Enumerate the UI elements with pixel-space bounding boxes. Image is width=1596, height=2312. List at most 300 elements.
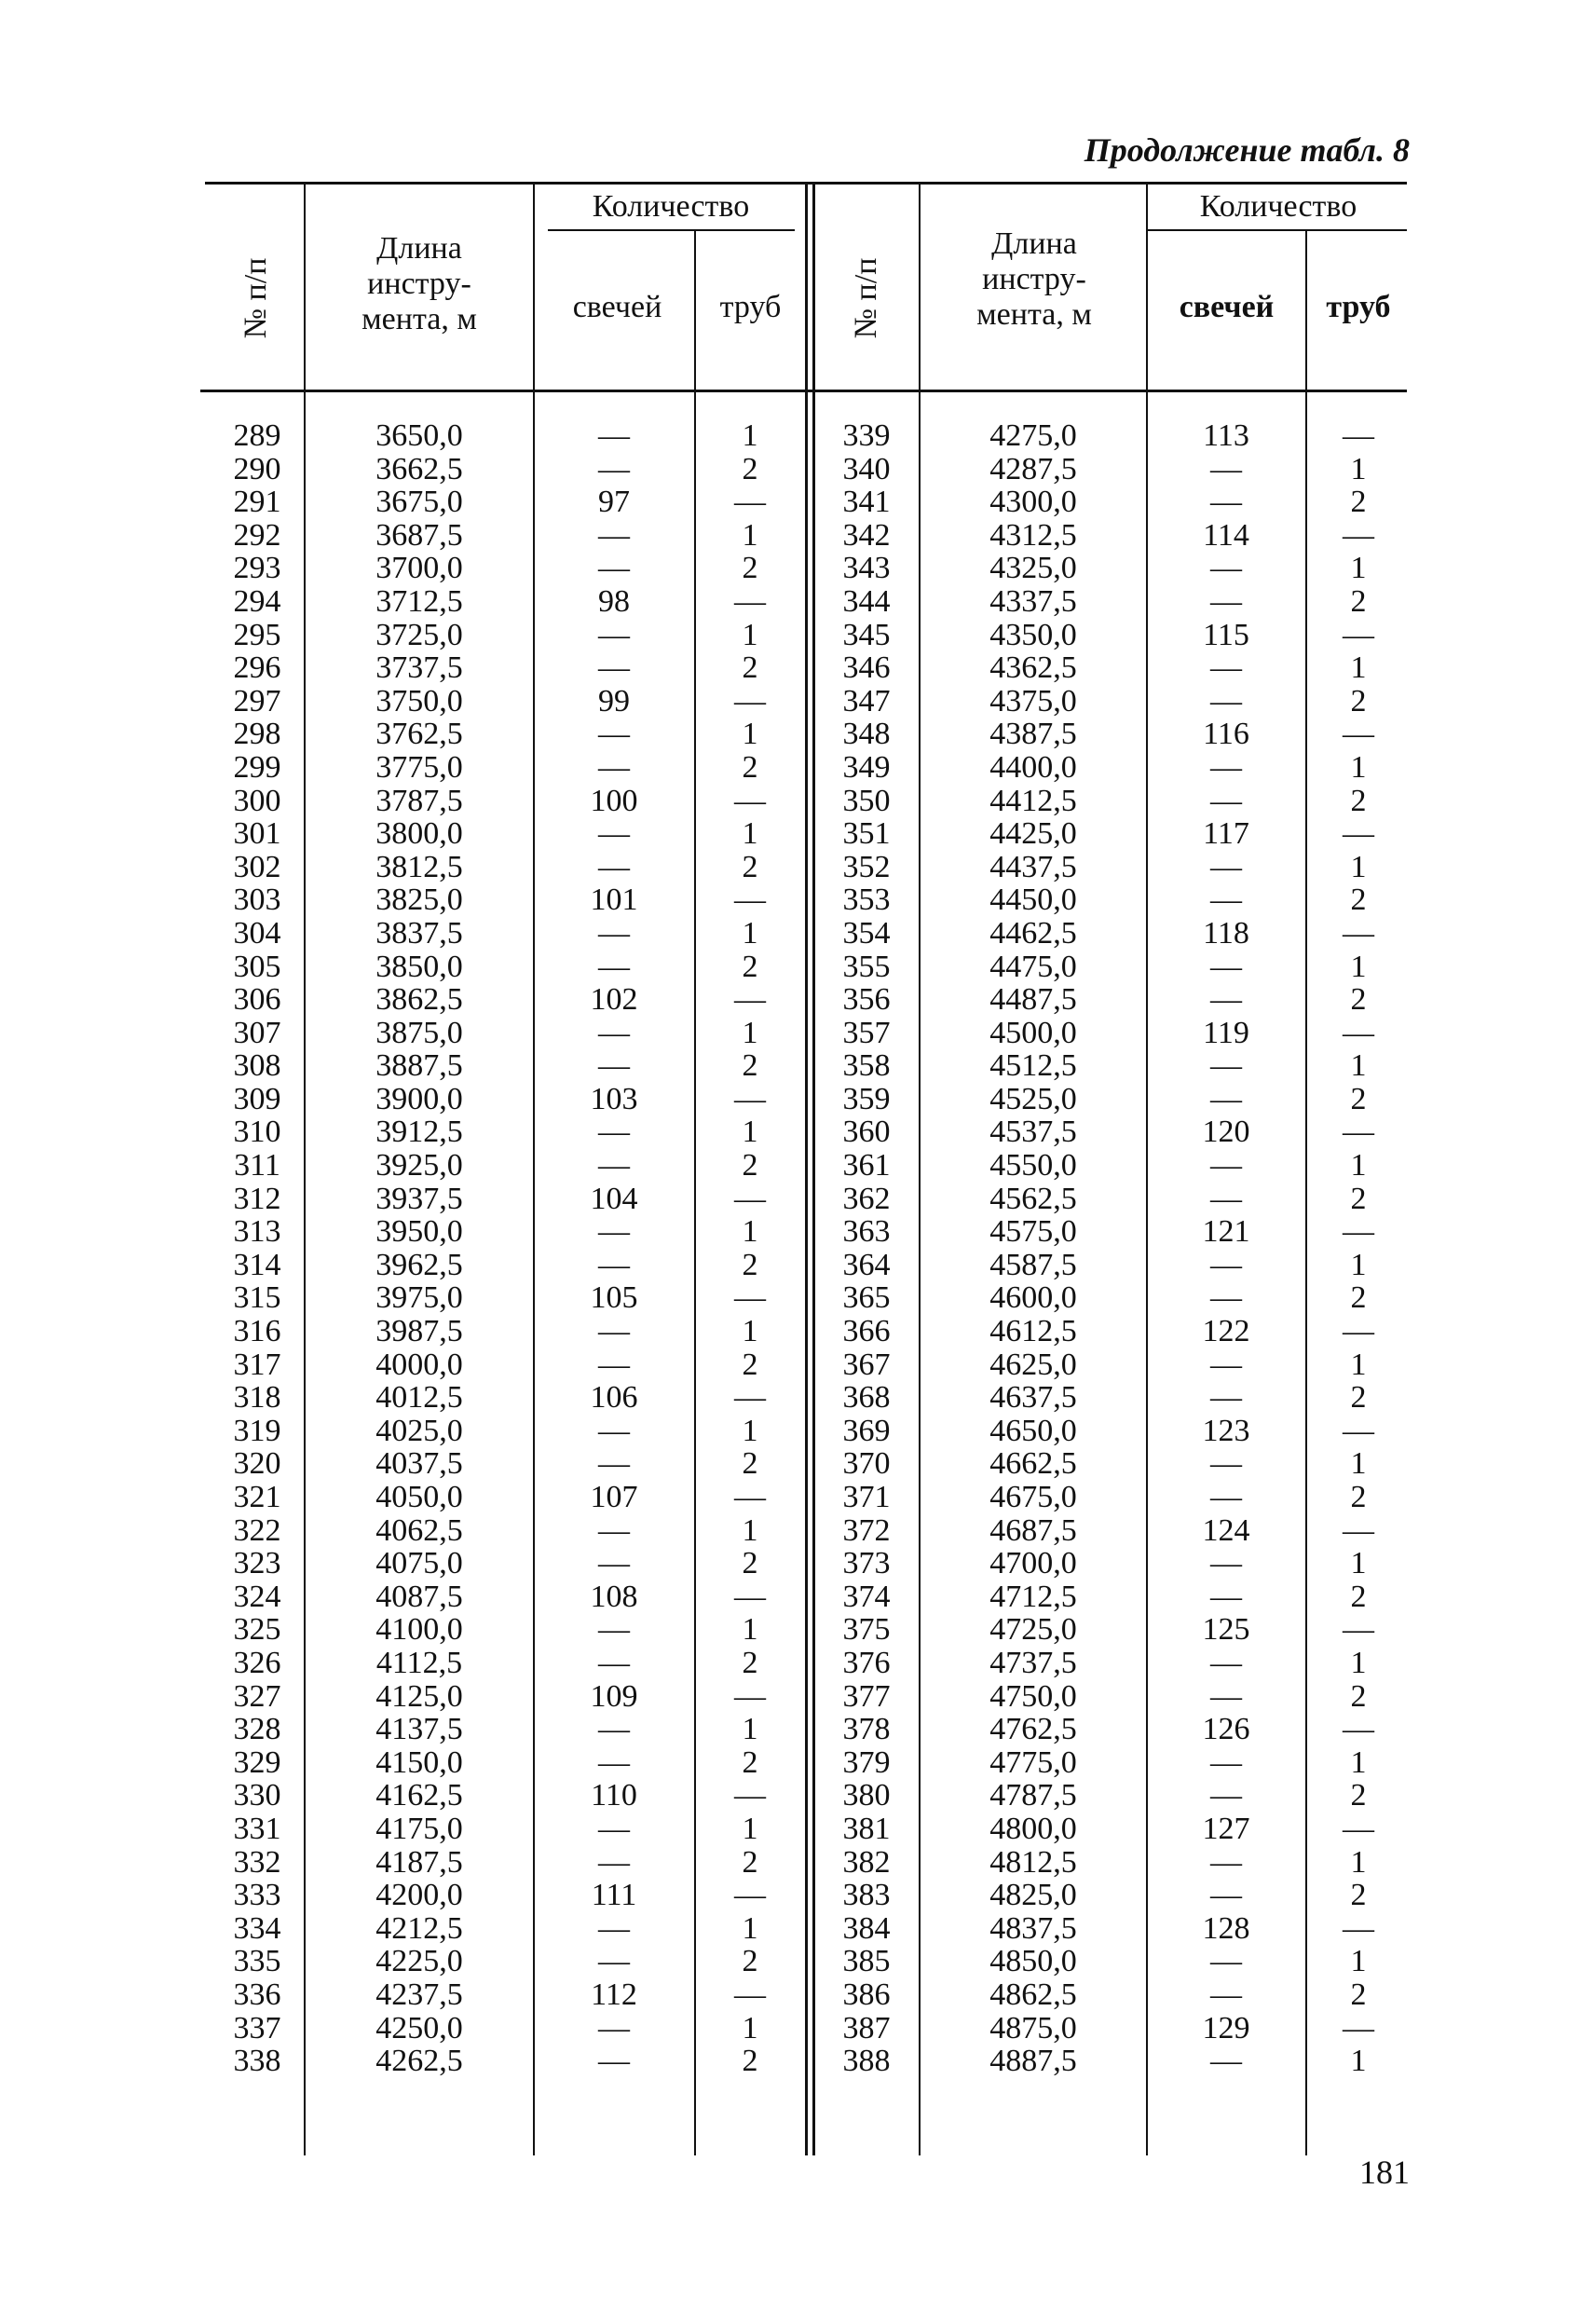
cell-right-candles: — xyxy=(1210,1480,1242,1514)
cell-right-length: 4362,5 xyxy=(989,650,1077,686)
cell-left-candles: — xyxy=(598,1744,630,1780)
cell-left-num: 332 xyxy=(233,1844,281,1880)
cell-right-num: 380 xyxy=(842,1778,891,1813)
cell-left-num: 304 xyxy=(233,915,281,951)
cell-left-pipes: 2 xyxy=(742,2044,758,2079)
cell-left-num: 308 xyxy=(233,1048,281,1084)
cell-right-candles: — xyxy=(1210,650,1242,686)
rule-after-length-right xyxy=(1146,185,1148,2155)
column-candles-left xyxy=(536,419,692,2078)
cell-left-num: 314 xyxy=(233,1247,281,1282)
cell-left-num: 326 xyxy=(233,1645,281,1680)
cell-left-pipes: — xyxy=(734,1380,766,1416)
cell-right-pipes: 1 xyxy=(1350,1546,1367,1581)
cell-right-num: 346 xyxy=(842,650,891,686)
cell-left-candles: 97 xyxy=(598,485,630,520)
cell-right-length: 4625,0 xyxy=(989,1347,1077,1382)
cell-right-num: 374 xyxy=(842,1579,891,1614)
column-pipes-right xyxy=(1308,419,1409,2078)
cell-right-pipes: — xyxy=(1343,1910,1374,1946)
cell-left-pipes: — xyxy=(734,982,766,1018)
cell-right-num: 339 xyxy=(842,418,891,453)
cell-right-pipes: 1 xyxy=(1350,1844,1367,1880)
cell-right-pipes: — xyxy=(1343,517,1374,553)
cell-right-candles: 119 xyxy=(1203,1015,1249,1050)
cell-left-length: 4175,0 xyxy=(375,1811,463,1846)
cell-right-pipes: 2 xyxy=(1350,1878,1367,1913)
cell-left-length: 4000,0 xyxy=(375,1347,463,1382)
cell-right-length: 4437,5 xyxy=(989,849,1077,884)
cell-right-candles: 121 xyxy=(1202,1214,1250,1250)
cell-left-candles: — xyxy=(598,617,630,652)
cell-left-candles: 111 xyxy=(591,1878,637,1913)
cell-right-num: 378 xyxy=(842,1712,891,1747)
cell-right-length: 4737,5 xyxy=(989,1645,1077,1680)
cell-right-length: 4487,5 xyxy=(989,982,1077,1018)
cell-left-num: 305 xyxy=(233,949,281,984)
header-num-left: № п/п xyxy=(239,257,273,339)
cell-right-pipes: 1 xyxy=(1350,1148,1367,1183)
rule-after-candles-left xyxy=(694,231,696,2155)
cell-right-num: 354 xyxy=(842,915,891,951)
cell-left-length: 3862,5 xyxy=(375,982,463,1018)
cell-right-candles: — xyxy=(1210,1048,1242,1084)
cell-right-num: 376 xyxy=(842,1645,891,1680)
cell-right-pipes: — xyxy=(1343,816,1374,852)
cell-right-pipes: 2 xyxy=(1350,683,1367,718)
cell-left-pipes: — xyxy=(734,1977,766,2012)
cell-right-length: 4337,5 xyxy=(989,583,1077,619)
cell-left-num: 324 xyxy=(233,1579,281,1614)
cell-right-length: 4600,0 xyxy=(989,1280,1077,1316)
cell-left-pipes: 2 xyxy=(742,1944,758,1979)
cell-left-length: 3925,0 xyxy=(375,1148,463,1183)
cell-right-candles: 124 xyxy=(1202,1512,1250,1548)
cell-right-candles: 125 xyxy=(1202,1612,1250,1648)
cell-right-length: 4637,5 xyxy=(989,1380,1077,1416)
cell-right-num: 359 xyxy=(842,1081,891,1116)
cell-right-num: 384 xyxy=(842,1910,891,1946)
column-num-left xyxy=(212,419,302,2078)
header-bottom-rule xyxy=(200,390,1407,392)
cell-left-pipes: 2 xyxy=(742,1446,758,1482)
cell-right-length: 4550,0 xyxy=(989,1148,1077,1183)
cell-left-length: 4125,0 xyxy=(375,1678,463,1714)
cell-left-length: 4112,5 xyxy=(375,1645,463,1680)
header-quantity-left: Количество xyxy=(592,189,750,224)
cell-left-length: 4100,0 xyxy=(375,1612,463,1648)
cell-right-pipes: 1 xyxy=(1350,2044,1367,2079)
cell-right-candles: — xyxy=(1210,1878,1242,1913)
cell-left-length: 4150,0 xyxy=(375,1744,463,1780)
cell-left-pipes: 1 xyxy=(742,617,758,652)
cell-right-num: 350 xyxy=(842,783,891,818)
cell-right-length: 4800,0 xyxy=(989,1811,1077,1846)
cell-left-length: 3950,0 xyxy=(375,1214,463,1250)
cell-right-pipes: 2 xyxy=(1350,1181,1367,1216)
cell-left-pipes: — xyxy=(734,1081,766,1116)
cell-left-candles: — xyxy=(598,1048,630,1084)
cell-left-num: 330 xyxy=(233,1778,281,1813)
cell-right-num: 365 xyxy=(842,1280,891,1316)
cell-right-length: 4825,0 xyxy=(989,1878,1077,1913)
cell-left-pipes: 2 xyxy=(742,1347,758,1382)
cell-right-pipes: 1 xyxy=(1350,849,1367,884)
cell-left-pipes: 2 xyxy=(742,650,758,686)
cell-right-pipes: 2 xyxy=(1350,982,1367,1018)
cell-right-candles: 128 xyxy=(1202,1910,1250,1946)
rule-after-num-right xyxy=(919,185,921,2155)
cell-left-length: 4250,0 xyxy=(375,2010,463,2045)
cell-right-candles: — xyxy=(1210,882,1242,918)
cell-right-num: 353 xyxy=(842,882,891,918)
cell-right-pipes: — xyxy=(1343,717,1374,752)
cell-left-candles: — xyxy=(598,1015,630,1050)
cell-left-candles: 103 xyxy=(590,1081,638,1116)
cell-right-pipes: — xyxy=(1343,1612,1374,1648)
cell-right-length: 4875,0 xyxy=(989,2010,1077,2045)
header-pipes-left: труб xyxy=(719,290,782,324)
cell-right-num: 363 xyxy=(842,1214,891,1250)
header-length-left: Длина инстру-мента, м xyxy=(361,231,477,336)
cell-left-pipes: 1 xyxy=(742,915,758,951)
cell-right-pipes: 2 xyxy=(1350,783,1367,818)
cell-right-candles: 115 xyxy=(1203,617,1249,652)
cell-right-num: 361 xyxy=(842,1148,891,1183)
cell-right-pipes: 1 xyxy=(1350,1645,1367,1680)
cell-left-candles: — xyxy=(598,1413,630,1448)
cell-right-num: 379 xyxy=(842,1744,891,1780)
cell-right-length: 4775,0 xyxy=(989,1744,1077,1780)
cell-right-length: 4587,5 xyxy=(989,1247,1077,1282)
cell-left-candles: — xyxy=(598,717,630,752)
cell-left-candles: 108 xyxy=(590,1579,638,1614)
cell-right-length: 4450,0 xyxy=(989,882,1077,918)
cell-left-num: 315 xyxy=(233,1280,281,1316)
cell-right-pipes: 1 xyxy=(1350,551,1367,586)
cell-right-candles: — xyxy=(1210,551,1242,586)
double-rule-b xyxy=(812,185,815,2155)
cell-left-pipes: 1 xyxy=(742,1612,758,1648)
cell-right-candles: — xyxy=(1210,1944,1242,1979)
cell-right-pipes: 2 xyxy=(1350,882,1367,918)
cell-left-num: 337 xyxy=(233,2010,281,2045)
cell-right-length: 4725,0 xyxy=(989,1612,1077,1648)
cell-left-length: 3800,0 xyxy=(375,816,463,852)
cell-right-candles: — xyxy=(1210,1081,1242,1116)
cell-right-num: 343 xyxy=(842,551,891,586)
cell-left-pipes: 2 xyxy=(742,551,758,586)
header-quantity-right: Количество xyxy=(1199,189,1357,224)
cell-left-num: 316 xyxy=(233,1314,281,1349)
cell-left-pipes: 1 xyxy=(742,1811,758,1846)
cell-right-candles: — xyxy=(1210,1645,1242,1680)
header-candles-right: свечей xyxy=(1179,290,1275,324)
cell-left-candles: 102 xyxy=(590,982,638,1018)
cell-left-candles: — xyxy=(598,1314,630,1349)
cell-right-pipes: 1 xyxy=(1350,949,1367,984)
cell-left-pipes: 1 xyxy=(742,1115,758,1150)
cell-left-candles: 107 xyxy=(590,1480,638,1514)
cell-left-length: 3775,0 xyxy=(375,749,463,785)
cell-left-pipes: 2 xyxy=(742,1148,758,1183)
cell-right-pipes: — xyxy=(1343,915,1374,951)
cell-right-num: 352 xyxy=(842,849,891,884)
cell-left-candles: — xyxy=(598,749,630,785)
cell-right-length: 4787,5 xyxy=(989,1778,1077,1813)
cell-right-num: 344 xyxy=(842,583,891,619)
cell-left-pipes: 2 xyxy=(742,849,758,884)
header-num-right: № п/п xyxy=(849,257,883,339)
cell-left-length: 4187,5 xyxy=(375,1844,463,1880)
cell-left-length: 4262,5 xyxy=(375,2044,463,2079)
cell-right-length: 4300,0 xyxy=(989,485,1077,520)
cell-right-num: 340 xyxy=(842,451,891,486)
cell-right-candles: — xyxy=(1210,749,1242,785)
cell-left-pipes: 1 xyxy=(742,517,758,553)
cell-right-candles: — xyxy=(1210,1744,1242,1780)
cell-left-num: 335 xyxy=(233,1944,281,1979)
cell-right-num: 348 xyxy=(842,717,891,752)
cell-left-pipes: 1 xyxy=(742,816,758,852)
cell-left-candles: 112 xyxy=(591,1977,637,2012)
cell-right-candles: — xyxy=(1210,1446,1242,1482)
cell-left-length: 4087,5 xyxy=(375,1579,463,1614)
cell-left-length: 3687,5 xyxy=(375,517,463,553)
cell-left-candles: — xyxy=(598,1214,630,1250)
cell-left-num: 306 xyxy=(233,982,281,1018)
cell-left-num: 294 xyxy=(233,583,281,619)
cell-left-num: 334 xyxy=(233,1910,281,1946)
cell-right-pipes: — xyxy=(1343,1115,1374,1150)
cell-right-num: 386 xyxy=(842,1977,891,2012)
cell-right-num: 371 xyxy=(842,1480,891,1514)
cell-right-num: 370 xyxy=(842,1446,891,1482)
cell-left-length: 3875,0 xyxy=(375,1015,463,1050)
cell-right-num: 357 xyxy=(842,1015,891,1050)
cell-right-candles: 116 xyxy=(1203,717,1249,752)
cell-right-length: 4462,5 xyxy=(989,915,1077,951)
cell-left-num: 307 xyxy=(233,1015,281,1050)
cell-left-pipes: — xyxy=(734,1181,766,1216)
cell-left-pipes: 1 xyxy=(742,1214,758,1250)
cell-left-length: 4137,5 xyxy=(375,1712,463,1747)
cell-left-num: 295 xyxy=(233,617,281,652)
cell-right-candles: — xyxy=(1210,982,1242,1018)
cell-left-length: 4212,5 xyxy=(375,1910,463,1946)
cell-right-length: 4537,5 xyxy=(989,1115,1077,1150)
cell-right-candles: — xyxy=(1210,849,1242,884)
cell-right-pipes: — xyxy=(1343,1512,1374,1548)
cell-left-length: 4012,5 xyxy=(375,1380,463,1416)
cell-right-num: 345 xyxy=(842,617,891,652)
cell-left-candles: 98 xyxy=(598,583,630,619)
cell-right-pipes: 1 xyxy=(1350,1744,1367,1780)
cell-right-pipes: — xyxy=(1343,1811,1374,1846)
cell-left-pipes: 2 xyxy=(742,1048,758,1084)
cell-right-pipes: — xyxy=(1343,2010,1374,2045)
cell-right-length: 4562,5 xyxy=(989,1181,1077,1216)
quantity-rule-left xyxy=(548,229,795,231)
cell-left-candles: — xyxy=(598,1148,630,1183)
cell-left-candles: — xyxy=(598,1944,630,1979)
cell-left-pipes: — xyxy=(734,1579,766,1614)
cell-right-pipes: 2 xyxy=(1350,1081,1367,1116)
cell-left-length: 4050,0 xyxy=(375,1480,463,1514)
cell-right-candles: — xyxy=(1210,2044,1242,2079)
rule-after-length-left xyxy=(533,185,535,2155)
cell-right-num: 342 xyxy=(842,517,891,553)
cell-right-candles: — xyxy=(1210,1347,1242,1382)
cell-right-candles: — xyxy=(1210,451,1242,486)
column-candles-right xyxy=(1149,419,1303,2078)
cell-right-pipes: — xyxy=(1343,1712,1374,1747)
cell-left-num: 317 xyxy=(233,1347,281,1382)
cell-left-num: 296 xyxy=(233,650,281,686)
cell-left-length: 3662,5 xyxy=(375,451,463,486)
cell-right-pipes: — xyxy=(1343,1413,1374,1448)
cell-right-num: 351 xyxy=(842,816,891,852)
cell-left-length: 4075,0 xyxy=(375,1546,463,1581)
cell-right-candles: — xyxy=(1210,1778,1242,1813)
cell-left-length: 4162,5 xyxy=(375,1778,463,1813)
cell-right-candles: — xyxy=(1210,583,1242,619)
cell-right-pipes: 1 xyxy=(1350,749,1367,785)
cell-left-candles: — xyxy=(598,849,630,884)
cell-left-length: 3725,0 xyxy=(375,617,463,652)
cell-left-candles: — xyxy=(598,1546,630,1581)
cell-right-candles: — xyxy=(1210,1844,1242,1880)
cell-left-length: 4237,5 xyxy=(375,1977,463,2012)
cell-left-length: 3987,5 xyxy=(375,1314,463,1349)
column-num-right xyxy=(816,419,917,2078)
cell-right-pipes: 1 xyxy=(1350,1247,1367,1282)
cell-left-pipes: — xyxy=(734,1480,766,1514)
cell-right-length: 4350,0 xyxy=(989,617,1077,652)
cell-left-num: 291 xyxy=(233,485,281,520)
cell-left-pipes: — xyxy=(734,1778,766,1813)
cell-right-length: 4850,0 xyxy=(989,1944,1077,1979)
cell-right-candles: — xyxy=(1210,1579,1242,1614)
cell-left-num: 338 xyxy=(233,2044,281,2079)
cell-left-num: 336 xyxy=(233,1977,281,2012)
double-rule-a xyxy=(805,185,808,2155)
cell-right-candles: — xyxy=(1210,1181,1242,1216)
cell-left-num: 298 xyxy=(233,717,281,752)
cell-left-pipes: 2 xyxy=(742,1546,758,1581)
cell-left-num: 293 xyxy=(233,551,281,586)
cell-left-candles: — xyxy=(598,915,630,951)
cell-right-num: 358 xyxy=(842,1048,891,1084)
cell-right-pipes: 2 xyxy=(1350,1380,1367,1416)
cell-right-candles: 127 xyxy=(1202,1811,1250,1846)
cell-left-candles: — xyxy=(598,1347,630,1382)
cell-right-pipes: 2 xyxy=(1350,1678,1367,1714)
cell-right-length: 4687,5 xyxy=(989,1512,1077,1548)
cell-left-num: 302 xyxy=(233,849,281,884)
column-length-right xyxy=(922,419,1144,2078)
cell-left-candles: — xyxy=(598,418,630,453)
cell-left-num: 297 xyxy=(233,683,281,718)
cell-right-length: 4812,5 xyxy=(989,1844,1077,1880)
cell-right-num: 367 xyxy=(842,1347,891,1382)
cell-left-length: 3750,0 xyxy=(375,683,463,718)
cell-right-length: 4400,0 xyxy=(989,749,1077,785)
cell-left-num: 310 xyxy=(233,1115,281,1150)
column-length-left xyxy=(307,419,531,2078)
cell-right-pipes: 1 xyxy=(1350,1446,1367,1482)
cell-right-num: 362 xyxy=(842,1181,891,1216)
cell-left-candles: — xyxy=(598,2044,630,2079)
cell-left-length: 3787,5 xyxy=(375,783,463,818)
cell-right-num: 372 xyxy=(842,1512,891,1548)
cell-left-pipes: 2 xyxy=(742,749,758,785)
cell-right-length: 4525,0 xyxy=(989,1081,1077,1116)
cell-right-candles: 122 xyxy=(1202,1314,1250,1349)
header-length-right: Длина инстру-мента, м xyxy=(976,226,1092,332)
cell-right-length: 4650,0 xyxy=(989,1413,1077,1448)
cell-right-candles: 118 xyxy=(1203,915,1249,951)
cell-left-num: 312 xyxy=(233,1181,281,1216)
cell-left-pipes: — xyxy=(734,1280,766,1316)
cell-right-num: 366 xyxy=(842,1314,891,1349)
cell-left-candles: — xyxy=(598,1910,630,1946)
cell-right-pipes: 1 xyxy=(1350,1347,1367,1382)
cell-left-candles: — xyxy=(598,1645,630,1680)
cell-right-pipes: 2 xyxy=(1350,1280,1367,1316)
cell-left-candles: 109 xyxy=(590,1678,638,1714)
cell-right-candles: — xyxy=(1210,485,1242,520)
cell-left-num: 320 xyxy=(233,1446,281,1482)
cell-left-pipes: 2 xyxy=(742,949,758,984)
cell-left-candles: 110 xyxy=(591,1778,637,1813)
cell-left-length: 4025,0 xyxy=(375,1413,463,1448)
cell-left-candles: 100 xyxy=(590,783,638,818)
cell-left-candles: — xyxy=(598,1247,630,1282)
cell-left-num: 331 xyxy=(233,1811,281,1846)
cell-right-candles: — xyxy=(1210,783,1242,818)
cell-left-num: 301 xyxy=(233,816,281,852)
cell-left-num: 328 xyxy=(233,1712,281,1747)
cell-right-num: 385 xyxy=(842,1944,891,1979)
cell-right-candles: — xyxy=(1210,1247,1242,1282)
cell-right-pipes: — xyxy=(1343,1214,1374,1250)
cell-left-pipes: 1 xyxy=(742,2010,758,2045)
cell-left-length: 3737,5 xyxy=(375,650,463,686)
cell-left-length: 3837,5 xyxy=(375,915,463,951)
cell-right-pipes: 1 xyxy=(1350,1944,1367,1979)
cell-right-candles: 129 xyxy=(1202,2010,1250,2045)
cell-right-length: 4475,0 xyxy=(989,949,1077,984)
cell-right-length: 4512,5 xyxy=(989,1048,1077,1084)
cell-right-length: 4387,5 xyxy=(989,717,1077,752)
cell-left-num: 323 xyxy=(233,1546,281,1581)
rule-after-num-left xyxy=(304,185,306,2155)
cell-right-pipes: 2 xyxy=(1350,583,1367,619)
cell-left-pipes: — xyxy=(734,485,766,520)
cell-left-length: 4062,5 xyxy=(375,1512,463,1548)
cell-left-candles: — xyxy=(598,949,630,984)
cell-left-pipes: 2 xyxy=(742,1247,758,1282)
cell-left-length: 3812,5 xyxy=(375,849,463,884)
cell-right-pipes: — xyxy=(1343,418,1374,453)
cell-right-length: 4712,5 xyxy=(989,1579,1077,1614)
cell-right-candles: — xyxy=(1210,1546,1242,1581)
cell-left-length: 4037,5 xyxy=(375,1446,463,1482)
cell-left-candles: — xyxy=(598,1512,630,1548)
cell-left-num: 289 xyxy=(233,418,281,453)
column-pipes-left xyxy=(697,419,803,2078)
